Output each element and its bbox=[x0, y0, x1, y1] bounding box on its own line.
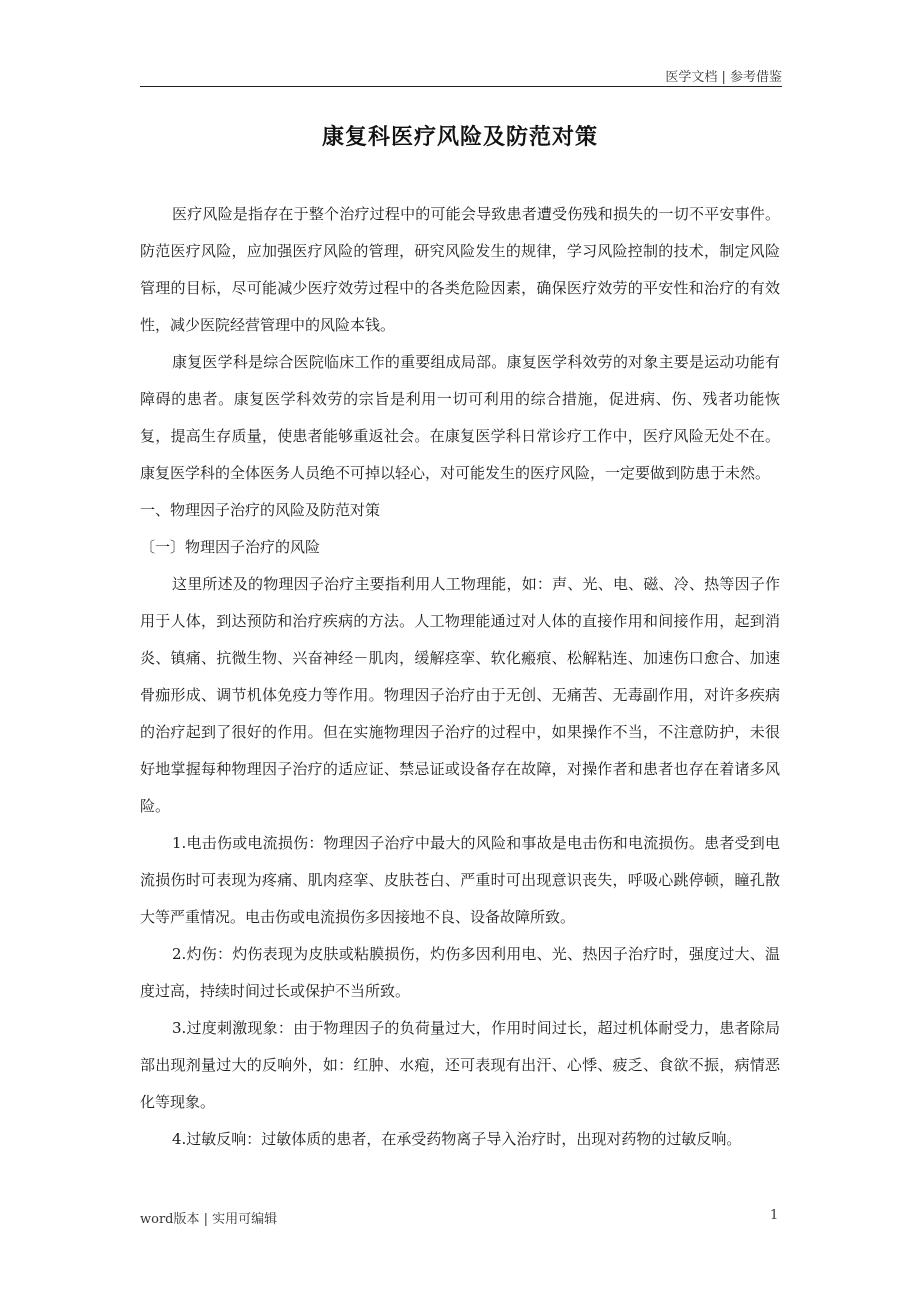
paragraph-physical-therapy: 这里所述及的物理因子治疗主要指利用人工物理能，如：声、光、电、磁、冷、热等因子作用于人体，到达预防和治疗疾病的方法。人工物理能通过对人体的直接作用和间接作用，起到消炎、镇痛、抗微生物、兴奋神经－肌肉，缓解痉挛、软化瘢痕、松解粘连、加速伤口愈合、加速骨痂形成、调节机体免疫力等作用。物理因子治疗由于无创、无痛苦、无毒副作用，对许多疾病的治疗起到了很好的作用。但在实施物理因子治疗的过程中，如果操作不当，不注意防护，未很好地掌握每种物理因子治疗的适应证、禁忌证或设备存在故障，对操作者和患者也存在着诸多风险。 bbox=[140, 575, 780, 815]
header-divider bbox=[140, 86, 782, 87]
paragraph-rehab: 康复医学科是综合医院临床工作的重要组成局部。康复医学科效劳的对象主要是运动功能有障碍的患者。康复医学科效劳的宗旨是利用一切可利用的综合措施，促进病、伤、残者功能恢复，提高生存质量，使患者能够重返社会。在康复医学科日常诊疗工作中，医疗风险无处不在。康复医学科的全体医务人员绝不可掉以轻心，对可能发生的医疗风险，一定要做到防患于未然。 bbox=[140, 353, 780, 482]
page-header: 医学文档 | 参考借鉴 bbox=[665, 70, 782, 85]
list-item-burn: 2.灼伤：灼伤表现为皮肤或粘膜损伤，灼伤多因利用电、光、热因子治疗时，强度过大、温度过高，持续时间过长或保护不当所致。 bbox=[140, 945, 780, 1000]
section-heading: 一、物理因子治疗的风险及防范对策 bbox=[140, 501, 381, 519]
list-item-overstimulation: 3.过度刺激现象：由于物理因子的负荷量过大，作用时间过长，超过机体耐受力，患者除局部出现剂量过大的反响外，如：红肿、水疱，还可表现有出汗、心悸、疲乏、食欲不振，病情恶化等现象。 bbox=[140, 1019, 780, 1111]
document-body bbox=[140, 196, 780, 1158]
page-footer: word版本 | 实用可编辑 bbox=[140, 1212, 278, 1227]
list-item-allergy: 4.过敏反响：过敏体质的患者，在承受药物离子导入治疗时，出现对药物的过敏反响。 bbox=[172, 1130, 742, 1148]
subsection-heading: 〔一〕物理因子治疗的风险 bbox=[140, 538, 321, 556]
document-title: 康复科医疗风险及防范对策 bbox=[321, 124, 598, 150]
paragraph-intro: 医疗风险是指存在于整个治疗过程中的可能会导致患者遭受伤残和损失的一切不平安事件。防范医疗风险，应加强医疗风险的管理，研究风险发生的规律，学习风险控制的技术，制定风险管理的目标，尽可能减少医疗效劳过程中的各类危险因素，确保医疗效劳的平安性和治疗的有效性，减少医院经营管理中的风险本钱。 bbox=[140, 205, 780, 334]
page-number: 1 bbox=[770, 1208, 779, 1223]
list-item-electric-shock: 1.电击伤或电流损伤：物理因子治疗中最大的风险和事故是电击伤和电流损伤。患者受到电流损伤时可表现为疼痛、肌肉痉挛、皮肤苍白、严重时可出现意识丧失，呼吸心跳停顿，瞳孔散大等严重情况。电击伤或电流损伤多因接地不良、设备故障所致。 bbox=[140, 834, 780, 926]
